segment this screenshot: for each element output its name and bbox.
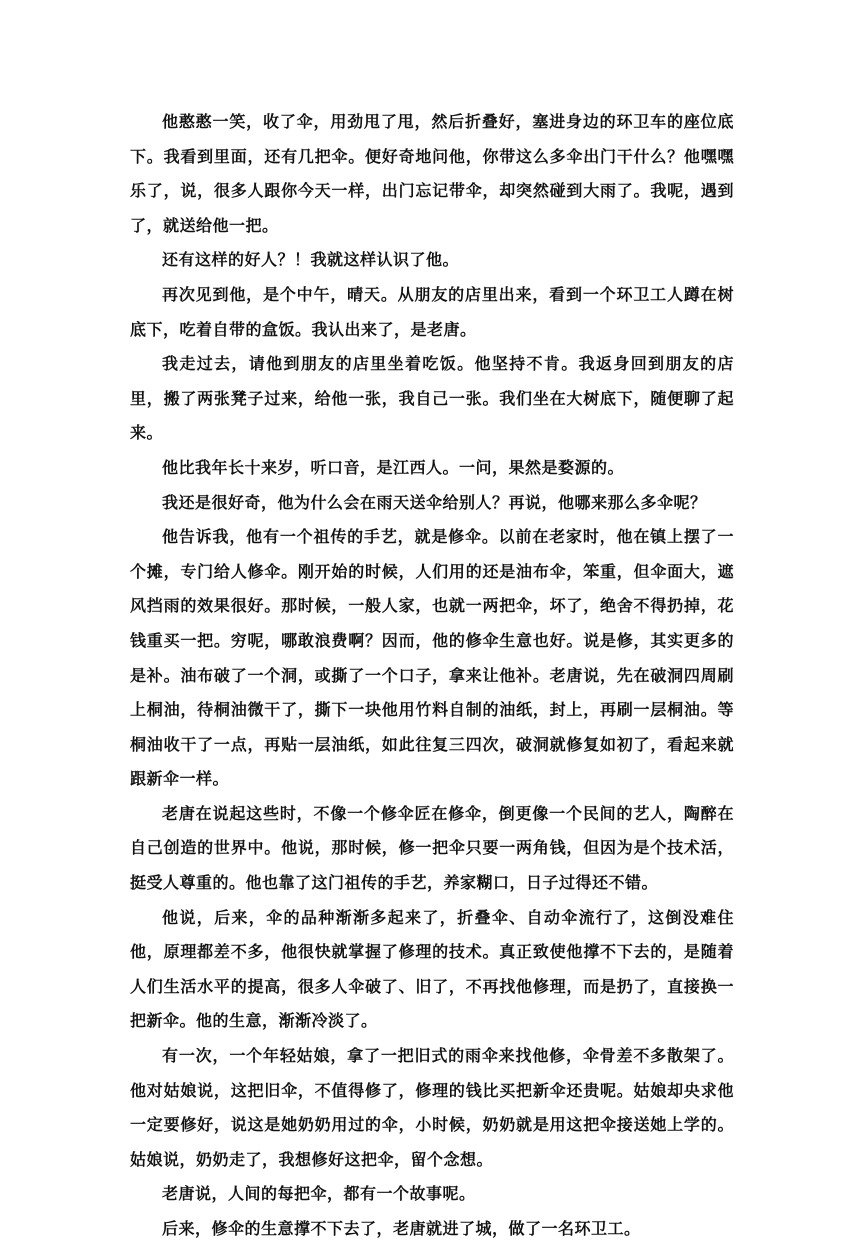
paragraph-9: 他说，后来，伞的品种渐渐多起来了，折叠伞、自动伞流行了，这倒没难住他，原理都差不多，他很快就掌握了修理的技术。真正致使他撑不下去的，是随着人们生活水平的提高，很多人伞破了、旧了，不再找他修理，而是扔了，直接换一把新伞。他的生意，渐渐冷淡了。 <box>130 907 734 1031</box>
paragraph-12: 后来，修伞的生意撑不下去了，老唐就进了城，做了一名环卫工。 <box>162 1219 641 1238</box>
paragraph-11: 老唐说，人间的每把伞，都有一个故事呢。 <box>162 1184 476 1204</box>
paragraph-1: 他憨憨一笑，收了伞，用劲甩了甩，然后折叠好，塞进身边的环卫车的座位底下。我看到里面，还有几把伞。便好奇地问他，你带这么多伞出门干什么？他嘿嘿乐了，说，很多人跟你今天一样，出门忘记带伞，却突然碰到大雨了。我呢，遇到了，就送给他一把。 <box>130 112 734 235</box>
paragraph-8: 老唐在说起这些时，不像一个修伞匠在修伞，倒更像一个民间的艺人，陶醉在自己创造的世界中。他说，那时候，修一把伞只要一两角钱，但因为是个技术活，挺受人尊重的。他也靠了这门祖传的手艺，养家糊口，日子过得还不错。 <box>130 803 734 893</box>
article-body <box>130 105 734 1247</box>
paragraph-2: 还有这样的好人？！我就这样认识了他。 <box>162 250 460 270</box>
paragraph-6: 我还是很好奇，他为什么会在雨天送伞给别人？再说，他哪来那么多伞呢？ <box>162 492 707 512</box>
paragraph-7: 他告诉我，他有一个祖传的手艺，就是修伞。以前在老家时，他在镇上摆了一个摊，专门给人修伞。刚开始的时候，人们用的还是油布伞，笨重，但伞面大，遮风挡雨的效果很好。那时候，一般人家，也就一两把伞，坏了，绝舍不得扔掉，花钱重买一把。穷呢，哪敢浪费啊？因而，他的修伞生意也好。说是修，其实更多的是补。油布破了一个洞，或撕了一个口子，拿来让他补。老唐说，先在破洞四周刷上桐油，待桐油微干了，撕下一块他用竹料自制的油纸，封上，再刷一层桐油。等桐油收干了一点，再贴一层油纸，如此往复三四次，破洞就修复如初了，看起来就跟新伞一样。 <box>130 527 734 789</box>
paragraph-10: 有一次，一个年轻姑娘，拿了一把旧式的雨伞来找他修，伞骨差不多散架了。他对姑娘说，这把旧伞，不值得修了，修理的钱比买把新伞还贵呢。姑娘却央求他一定要修好，说这是她奶奶用过的伞，小时候，奶奶就是用这把伞接送她上学的。姑娘说，奶奶走了，我想修好这把伞，留个念想。 <box>130 1046 734 1169</box>
paragraph-5: 他比我年长十来岁，听口音，是江西人。一问，果然是婺源的。 <box>162 457 625 477</box>
paragraph-4: 我走过去，请他到朋友的店里坐着吃饭。他坚持不肯。我返身回到朋友的店里，搬了两张凳子过来，给他一张，我自己一张。我们坐在大树底下，随便聊了起来。 <box>130 354 734 443</box>
paragraph-3: 再次见到他，是个中午，晴天。从朋友的店里出来，看到一个环卫工人蹲在树底下，吃着自带的盒饭。我认出来了，是老唐。 <box>130 284 734 339</box>
